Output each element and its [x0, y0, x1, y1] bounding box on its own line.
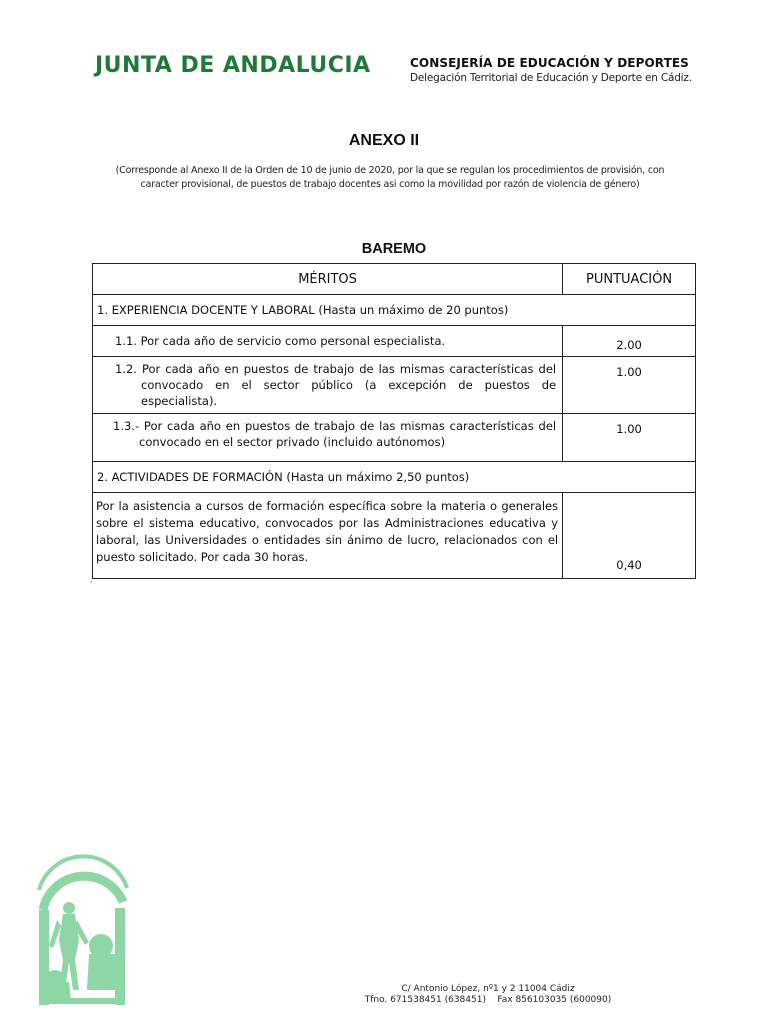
section-heading-experiencia: 1. EXPERIENCIA DOCENTE Y LABORAL (Hasta un máximo de 20 puntos)	[93, 295, 696, 326]
table-row	[93, 357, 696, 414]
merit-item-1-1-text: 1.1. Por cada año de servicio como personal especialista.	[115, 334, 446, 348]
footer-phone: Tfno. 671538451 (638451) Fax 856103035 (600090)	[364, 995, 612, 1005]
table-row	[93, 414, 696, 462]
section-heading-formacion: 2. ACTIVIDADES DE FORMACIÓN (Hasta un máximo 2,50 puntos)	[93, 462, 696, 493]
delegacion-name: Delegación Territorial de Educación y Deporte en Cádiz.	[410, 72, 692, 84]
footer-contact	[338, 984, 638, 1006]
score-1-2: 1.00	[563, 357, 696, 414]
merit-item-1-2-text: 1.2. Por cada año en puestos de trabajo de las mismas características del convocado en el sector público (a excepción de puestos de especialista).	[115, 362, 557, 408]
merit-item-1-1	[93, 326, 563, 357]
stray-mark: ,	[90, 575, 93, 584]
score-2: 0,40	[563, 493, 696, 579]
column-header-puntuacion: PUNTUACIÓN	[563, 264, 696, 295]
footer-address: C/ Antonio López, nº1 y 2 11004 Cádiz	[401, 984, 575, 994]
score-1-1: 2.00	[563, 326, 696, 357]
document-title: ANEXO II	[348, 132, 420, 149]
table-title: BAREMO	[361, 241, 427, 257]
merit-item-2: Por la asistencia a cursos de formación específica sobre la materia o generales sobre el sistema educativo, convocados por las Administraciones educativa y laboral, las Universidades o entidades sin ánimo de lucro, relacionados con el puesto solicitado. Por cada 30 horas.	[93, 493, 563, 579]
table-header-row	[93, 264, 696, 295]
column-header-meritos: MÉRITOS	[93, 264, 563, 295]
table-row	[93, 493, 696, 579]
baremo-table	[92, 263, 696, 579]
score-1-3: 1.00	[563, 414, 696, 462]
document-subtitle: (Corresponde al Anexo II de la Orden de 10 de junio de 2020, por la que se regulan los procedimientos de provisión, con caracter provisional, de puestos de trabajo docentes asi como la movilidad por razón de violencia de género)	[115, 165, 665, 190]
merit-item-1-3-text: 1.3.- Por cada año en puestos de trabajo de las mismas características del convocado en el sector privado (incluido autónomos)	[113, 419, 557, 449]
merit-item-1-3	[93, 414, 563, 462]
table-row	[93, 295, 696, 326]
consejeria-name: CONSEJERÍA DE EDUCACIÓN Y DEPORTES	[410, 56, 689, 70]
table-row	[93, 326, 696, 357]
header-institution	[410, 56, 692, 84]
andalucia-emblem-icon	[35, 850, 130, 1005]
table-row	[93, 462, 696, 493]
merit-item-1-2	[93, 357, 563, 414]
org-logo-text: JUNTA DE ANDALUCIA	[95, 53, 371, 78]
